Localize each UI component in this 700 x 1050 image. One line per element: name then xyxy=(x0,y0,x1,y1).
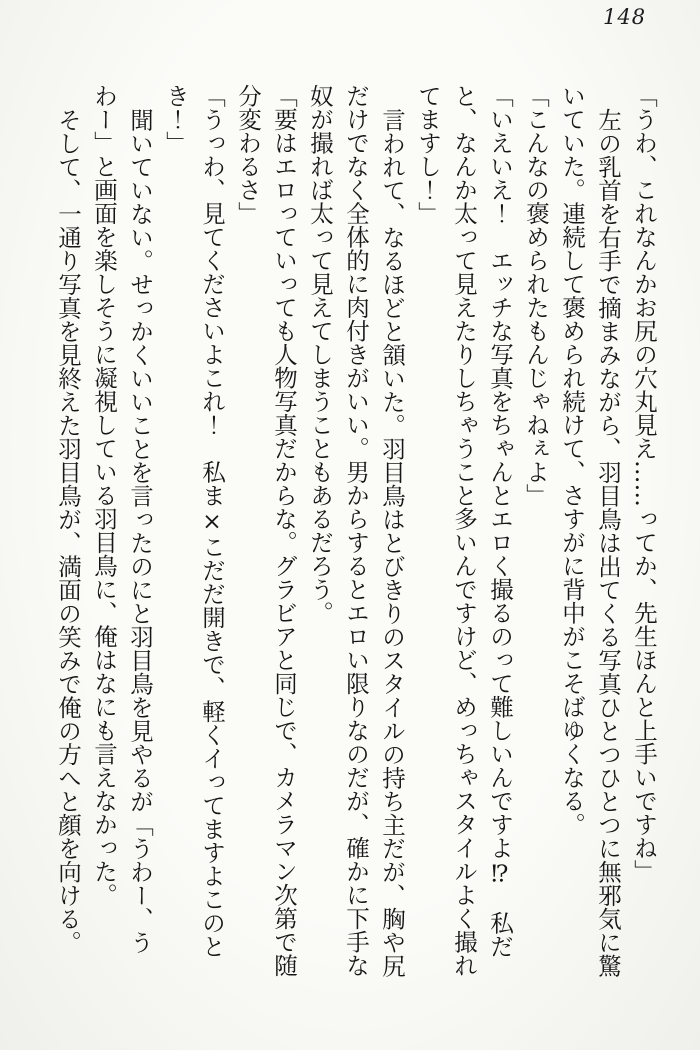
page-number: 148 xyxy=(603,5,647,29)
paragraph: そして、一通り写真を見終えた羽目鳥が、満面の笑みで俺の方へと顔を向ける。 xyxy=(54,107,82,954)
paragraph: 聞いていない。せっかくいいことを言ったのにと羽目鳥を見やるが「うわー、うわー」と画面を楽しそうに凝視している羽目鳥に、俺はなにも言えなかった。 xyxy=(90,84,154,954)
paragraph: 「うわ、これなんかお尻の穴丸見え……ってか、先生ほんと上手いですね」 xyxy=(630,84,658,883)
page-text xyxy=(50,84,662,984)
paragraph: 「いえいえ！ エッチな写真をちゃんとエロく撮るのって難しいんですよ⁉ 私だと、なんか太って見えたりしちゃうこと多いんですけど、めっちゃスタイルよく撮れてますし！」 xyxy=(414,84,514,977)
paragraph: 「こんなの褒められたもんじゃねぇよ」 xyxy=(522,84,550,507)
paragraph: 「要はエロっていっても人物写真だからな。グラビアと同じで、カメラマン次第で随分変わるさ」 xyxy=(234,84,298,977)
paragraph: 左の乳首を右手で摘まみながら、羽目鳥は出てくる写真ひとつひとつに無邪気に驚いていた。連続して褒められ続けて、さすがに背中がこそばゆくなる。 xyxy=(558,84,622,977)
paragraph: 言われて、なるほどと頷いた。羽目鳥はとびきりのスタイルの持ち主だが、胸や尻だけでなく全体的に肉付きがいい。男からするとエロい限りなのだが、確かに下手な奴が撮れば太って見えてしまうこともあるだろう。 xyxy=(306,84,406,977)
paragraph: 「うっわ、見てくださいよこれ！ 私ま×こだだ開きで、軽くイってますよこのとき！」 xyxy=(162,84,226,958)
